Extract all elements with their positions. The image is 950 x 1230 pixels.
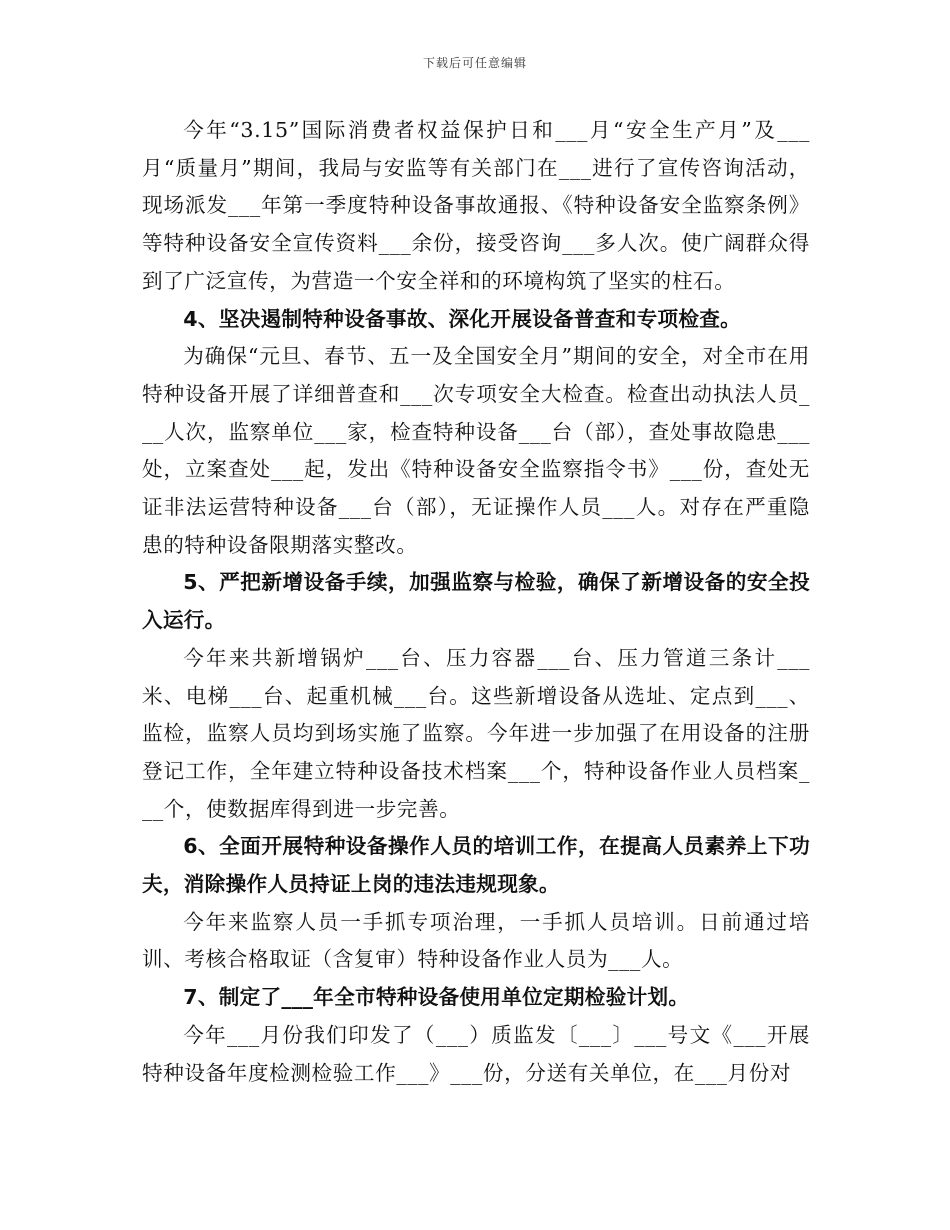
document-body xyxy=(142,112,810,1092)
paragraph-inspection: 为确保“元旦、春节、五一及全国安全月”期间的安全，对全市在用特种设备开展了详细普查和___次专项安全大检查。检查出动执法人员___人次，监察单位___家，检查特种设备___台（部），查处事故隐患___处，立案查处___起，发出《特种设备安全监察指令书》___份，查处无证非法运营特种设备___台（部），无证操作人员___人。对存在严重隐患的特种设备限期落实整改。 xyxy=(142,344,810,557)
paragraph-inspection-plan: 今年___月份我们印发了（___）质监发〔___〕___号文《___开展特种设备年度检测检验工作___》___份，分送有关单位，在___月份对 xyxy=(142,1022,810,1085)
paragraph-publicity: 今年“3.15”国际消费者权益保护日和___月“安全生产月”及___月“质量月”期间，我局与安监等有关部门在___进行了宣传咨询活动，现场派发___年第一季度特种设备事故通报、《特种设备安全监察条例》等特种设备安全宣传资料___余份，接受咨询___多人次。使广阔群众得到了广泛宣传，为营造一个安全祥和的环境构筑了坚实的柱石。 xyxy=(142,118,810,293)
section-heading-4: 4、坚决遏制特种设备事故、深化开展设备普查和专项检查。 xyxy=(183,306,742,331)
page-header: 下载后可任意编辑 xyxy=(422,56,527,70)
paragraph-new-equipment: 今年来共新增锅炉___台、压力容器___台、压力管道三条计___米、电梯___台、起重机械___台。这些新增设备从选址、定点到___、监检，监察人员均到场实施了监察。今年进一步加强了在用设备的注册登记工作，全年建立特种设备技术档案___个，特种设备作业人员档案___个，使数据库得到进一步完善。 xyxy=(142,645,810,821)
section-heading-7: 7、制定了___年全市特种设备使用单位定期检验计划。 xyxy=(183,985,690,1010)
section-heading-5: 5、严把新增设备手续，加强监察与检验，确保了新增设备的安全投入运行。 xyxy=(142,570,810,633)
paragraph-training: 今年来监察人员一手抓专项治理，一手抓人员培训。日前通过培训、考核合格取证（含复审）特种设备作业人员为___人。 xyxy=(142,909,810,972)
section-heading-6: 6、全面开展特种设备操作人员的培训工作，在提高人员素养上下功夫，消除操作人员持证上岗的违法违规现象。 xyxy=(142,834,810,897)
